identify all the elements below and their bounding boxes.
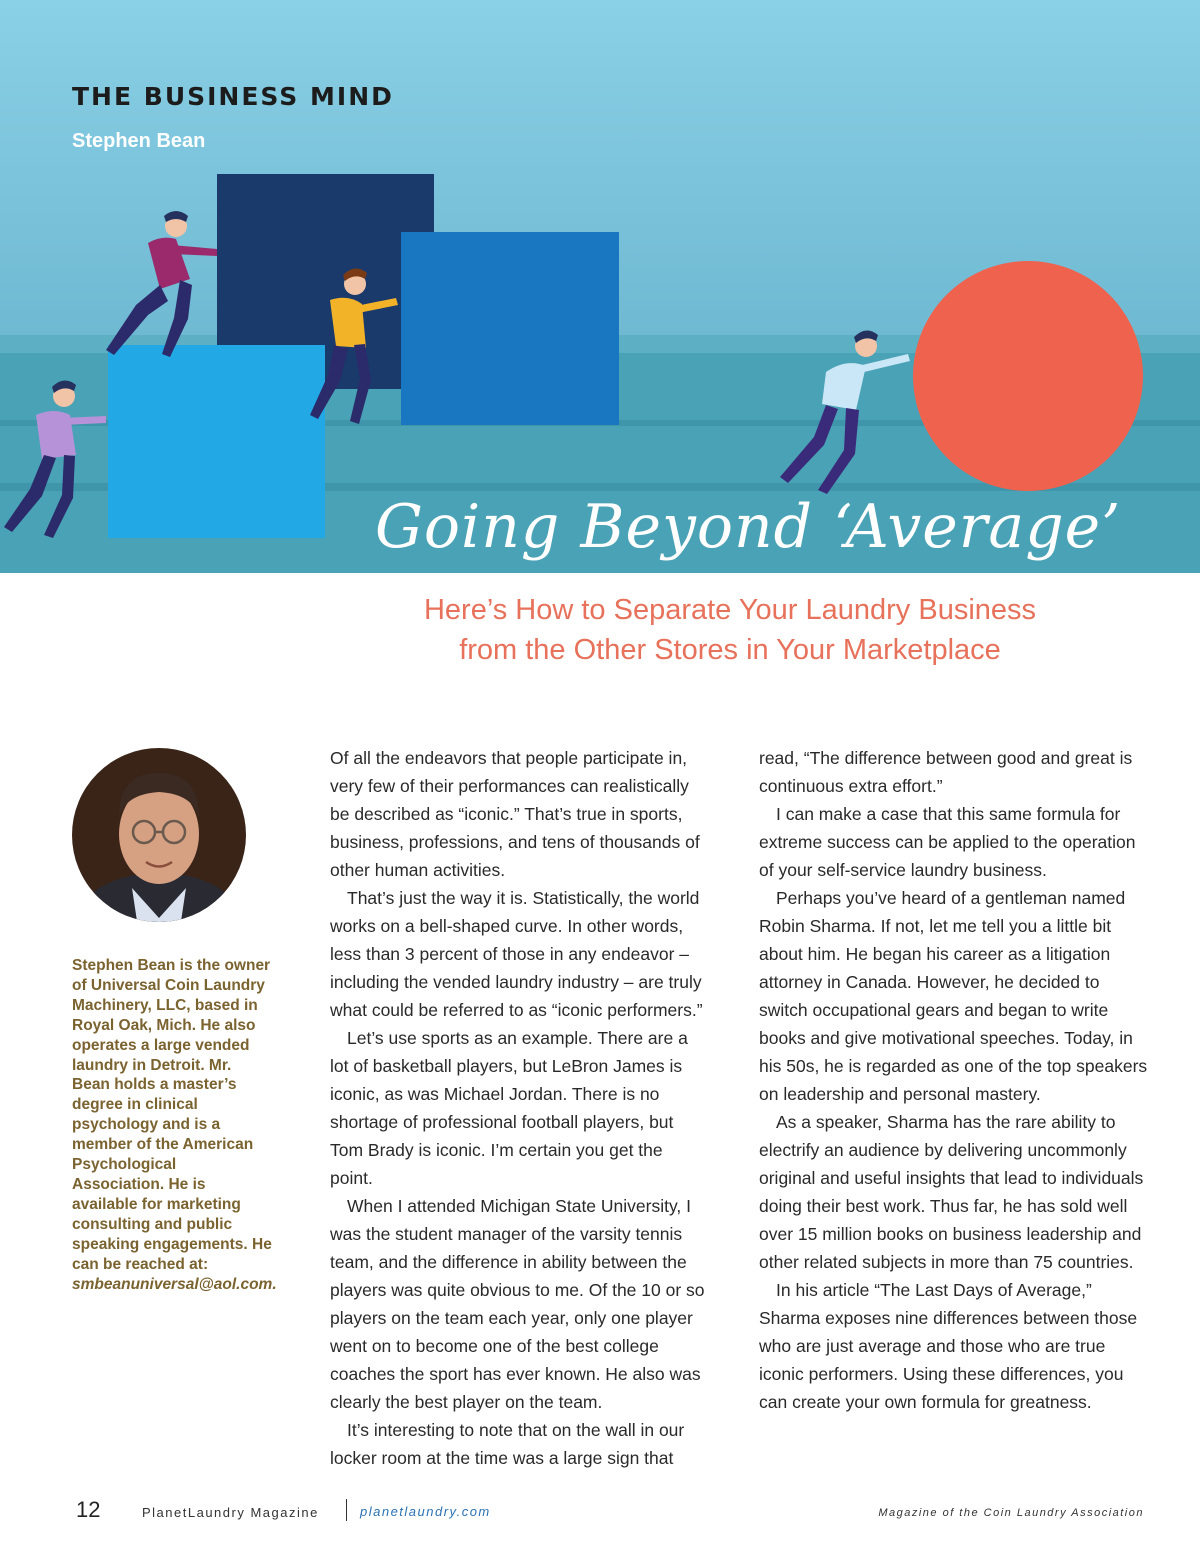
article-subtitle bbox=[340, 590, 1120, 670]
hero-illustration bbox=[0, 0, 1200, 573]
paragraph: That’s just the way it is. Statistically, the world works on a bell-shaped curve. In other words, less than 3 percent of those in any endeavor – including the vended laundry industry – are truly what could be referred to as “iconic performers.” bbox=[330, 888, 703, 1020]
author-bio bbox=[72, 956, 277, 1294]
magazine-url-link[interactable]: planetlaundry.com bbox=[360, 1504, 491, 1519]
paragraph: Let’s use sports as an example. There are a lot of basketball players, but LeBron James is iconic, as was Michael Jordan. There is no shortage of professional football players, but Tom Brady is iconic. I’m certain you get the point. bbox=[330, 1028, 688, 1188]
article-title: Going Beyond ‘Average’ bbox=[375, 492, 1122, 562]
blue-block bbox=[401, 232, 619, 425]
association-tagline: Magazine of the Coin Laundry Association bbox=[878, 1507, 1144, 1519]
paragraph: read, “The difference between good and great is continuous extra effort.” bbox=[759, 748, 1133, 796]
subtitle-line-2: from the Other Stores in Your Marketplace bbox=[459, 634, 1001, 666]
author-email-link[interactable]: smbeanuniversal@aol.com. bbox=[72, 1275, 277, 1293]
section-label: THE BUSINESS MIND bbox=[72, 82, 394, 111]
article-column-left bbox=[330, 744, 708, 1472]
article-column-right bbox=[759, 744, 1149, 1416]
red-ball bbox=[913, 261, 1143, 491]
footer-divider bbox=[346, 1499, 347, 1521]
author-headshot bbox=[72, 748, 246, 922]
paragraph: In his article “The Last Days of Average,” Sharma exposes nine differences between those who are just average and those who are true iconic performers. Using these differences, you can create your own formula for greatness. bbox=[759, 1280, 1138, 1412]
page-number: 12 bbox=[76, 1497, 101, 1522]
paragraph: When I attended Michigan State University, I was the student manager of the varsity tennis team, and the difference in ability between the players was quite obvious to me. Of the 10 or so players on the team each year, only one player went on to become one of the best college coaches the sport has ever known. He also was clearly the best player on the team. bbox=[330, 1196, 705, 1412]
author-portrait-icon bbox=[72, 748, 246, 922]
magazine-name: PlanetLaundry Magazine bbox=[142, 1505, 319, 1520]
paragraph: Of all the endeavors that people participate in, very few of their performances can realistically be described as “iconic.” That’s true in sports, business, professions, and tens of thousands of other human activities. bbox=[330, 748, 700, 880]
paragraph: It’s interesting to note that on the wall in our locker room at the time was a large sign that bbox=[330, 1420, 685, 1468]
page-footer bbox=[0, 1497, 1200, 1527]
paragraph: I can make a case that this same formula for extreme success can be applied to the operation of your self-service laundry business. bbox=[759, 804, 1136, 880]
paragraph: As a speaker, Sharma has the rare ability to electrify an audience by delivering uncommonly original and useful insights that lead to individuals doing their best work. Thus far, he has sold well over 15 million books on business leadership and other related subjects in more than 75 countries. bbox=[759, 1112, 1144, 1272]
author-bio-text: Stephen Bean is the owner of Universal Coin Laundry Machinery, LLC, based in Royal Oak, Mich. He also operates a large vended laundry in Detroit. Mr. Bean holds a master’s degree in clinical psychology and is a member of the American Psychological Association. He is available for marketing consulting and public speaking engagements. He can be reached at: bbox=[72, 957, 272, 1273]
author-byline: Stephen Bean bbox=[72, 130, 206, 152]
light-blue-block bbox=[108, 345, 325, 538]
paragraph: Perhaps you’ve heard of a gentleman named Robin Sharma. If not, let me tell you a little bit about him. He began his career as a litigation attorney in Canada. However, he decided to switch occupational gears and began to write books and give motivational speeches. Today, in his 50s, he is regarded as one of the top speakers on leadership and personal mastery. bbox=[759, 888, 1148, 1104]
subtitle-line-1: Here’s How to Separate Your Laundry Business bbox=[423, 594, 1037, 626]
